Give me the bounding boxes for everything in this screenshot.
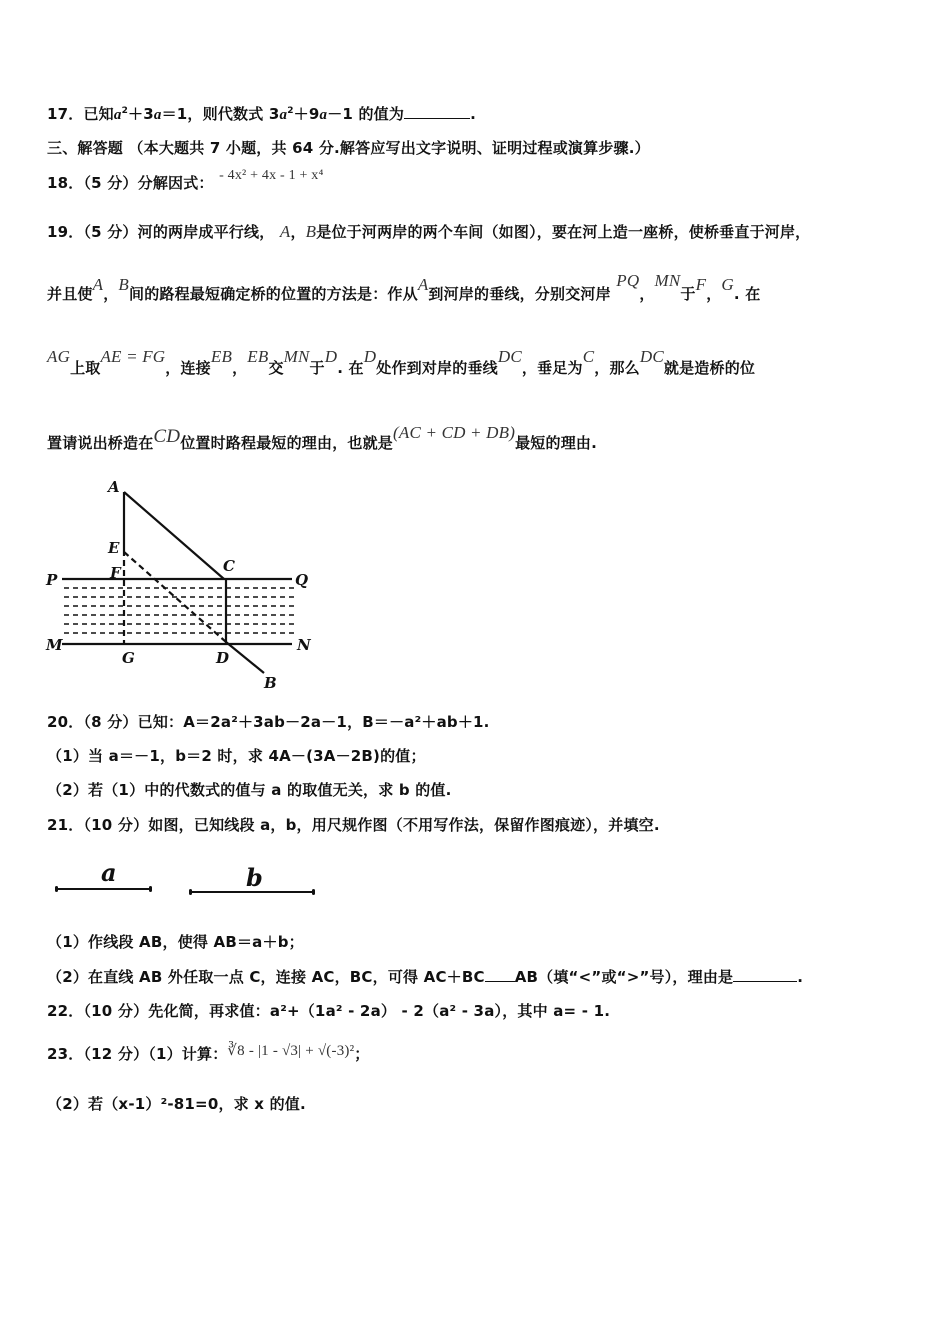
label-a: A [108, 478, 120, 496]
q21-reason-blank [733, 969, 797, 982]
segment-a-label: a [101, 858, 117, 887]
q19-line-3: AG上取AE = FG，连接EB，EB交MN于D. 在D处作到对岸的垂线DC，垂足为C，那么DC就是造桥的位 [47, 347, 756, 377]
q23-line-2: （2）若（x-1）²-81=0，求 x 的值. [47, 1095, 306, 1113]
q20-line-2: （1）当 a＝－1，b＝2 时，求 4A－(3A－2B)的值； [47, 747, 426, 765]
label-d: D [216, 649, 230, 667]
label-p: P [46, 571, 58, 589]
q17-line: 17．已知$a^2+3a=1$，则代数式 $3a^2+9a-1$ 的值为 . [47, 105, 476, 123]
q21-line-3: （2）在直线 AB 外任取一点 C，连接 AC，BC，可得 AC＋BC AB（填“<”或“>”号），理由是 . [47, 968, 804, 986]
label-m: M [46, 636, 63, 654]
label-f: F [110, 564, 121, 582]
q20-line-1: 20．（8 分）已知：A＝2a²＋3ab－2a－1，B＝－a²＋ab＋1. [47, 713, 490, 731]
q21-line-2: （1）作线段 AB，使得 AB＝a＋b； [47, 933, 304, 951]
line-d-b [226, 642, 264, 673]
q19-line-1: 19．（5 分）河的两岸成平行线， A，B是位于河两岸的两个车间（如图），要在河上造一座桥，使桥垂直于河岸， [47, 222, 811, 241]
q19-line-2: 并且使A，B间的路程最短确定桥的位置的方法是：作从A到河岸的垂线，分别交河岸 PQ，MN于F，G. 在 [47, 271, 761, 303]
q21-compare-blank [485, 969, 515, 982]
section-3-heading: 三、解答题 （本大题共 7 小题，共 64 分.解答应写出文字说明、证明过程或演算步骤.） [47, 139, 650, 157]
segment-a [56, 888, 151, 890]
segment-b-label: b [246, 863, 263, 892]
q23-line-1: 23．（12 分）（1）计算：∛8 - |1 - √3| + √(-3)²； [47, 1043, 370, 1063]
q19-line-4: 置请说出桥造在CD位置时路程最短的理由，也就是(AC + CD + DB)最短的理由. [47, 423, 597, 452]
q23-expression: ∛8 - |1 - √3| + √(-3)² [227, 1043, 355, 1059]
label-q: Q [295, 571, 309, 589]
q22-line: 22．（10 分）先化简，再求值：a²+（1a² - 2a） - 2（a² - 3a），其中 a= - 1. [47, 1002, 611, 1020]
label-e: E [108, 539, 120, 557]
q21-line-1: 21．（10 分）如图，已知线段 a，b，用尺规作图（不用写作法，保留作图痕迹），并填空. [47, 816, 660, 834]
label-c: C [223, 557, 235, 575]
label-b: B [264, 674, 277, 692]
label-n: N [297, 636, 311, 654]
q18-line: 18．（5 分）分解因式： - 4x² + 4x - 1 + x⁴ [47, 168, 324, 192]
label-g: G [122, 649, 135, 667]
q17-answer-blank [404, 106, 470, 119]
q18-expression: - 4x² + 4x - 1 + x⁴ [219, 168, 324, 183]
q20-line-3: （2）若（1）中的代数式的值与 a 的取值无关，求 b 的值. [47, 781, 452, 799]
river-bridge-figure [40, 470, 330, 695]
